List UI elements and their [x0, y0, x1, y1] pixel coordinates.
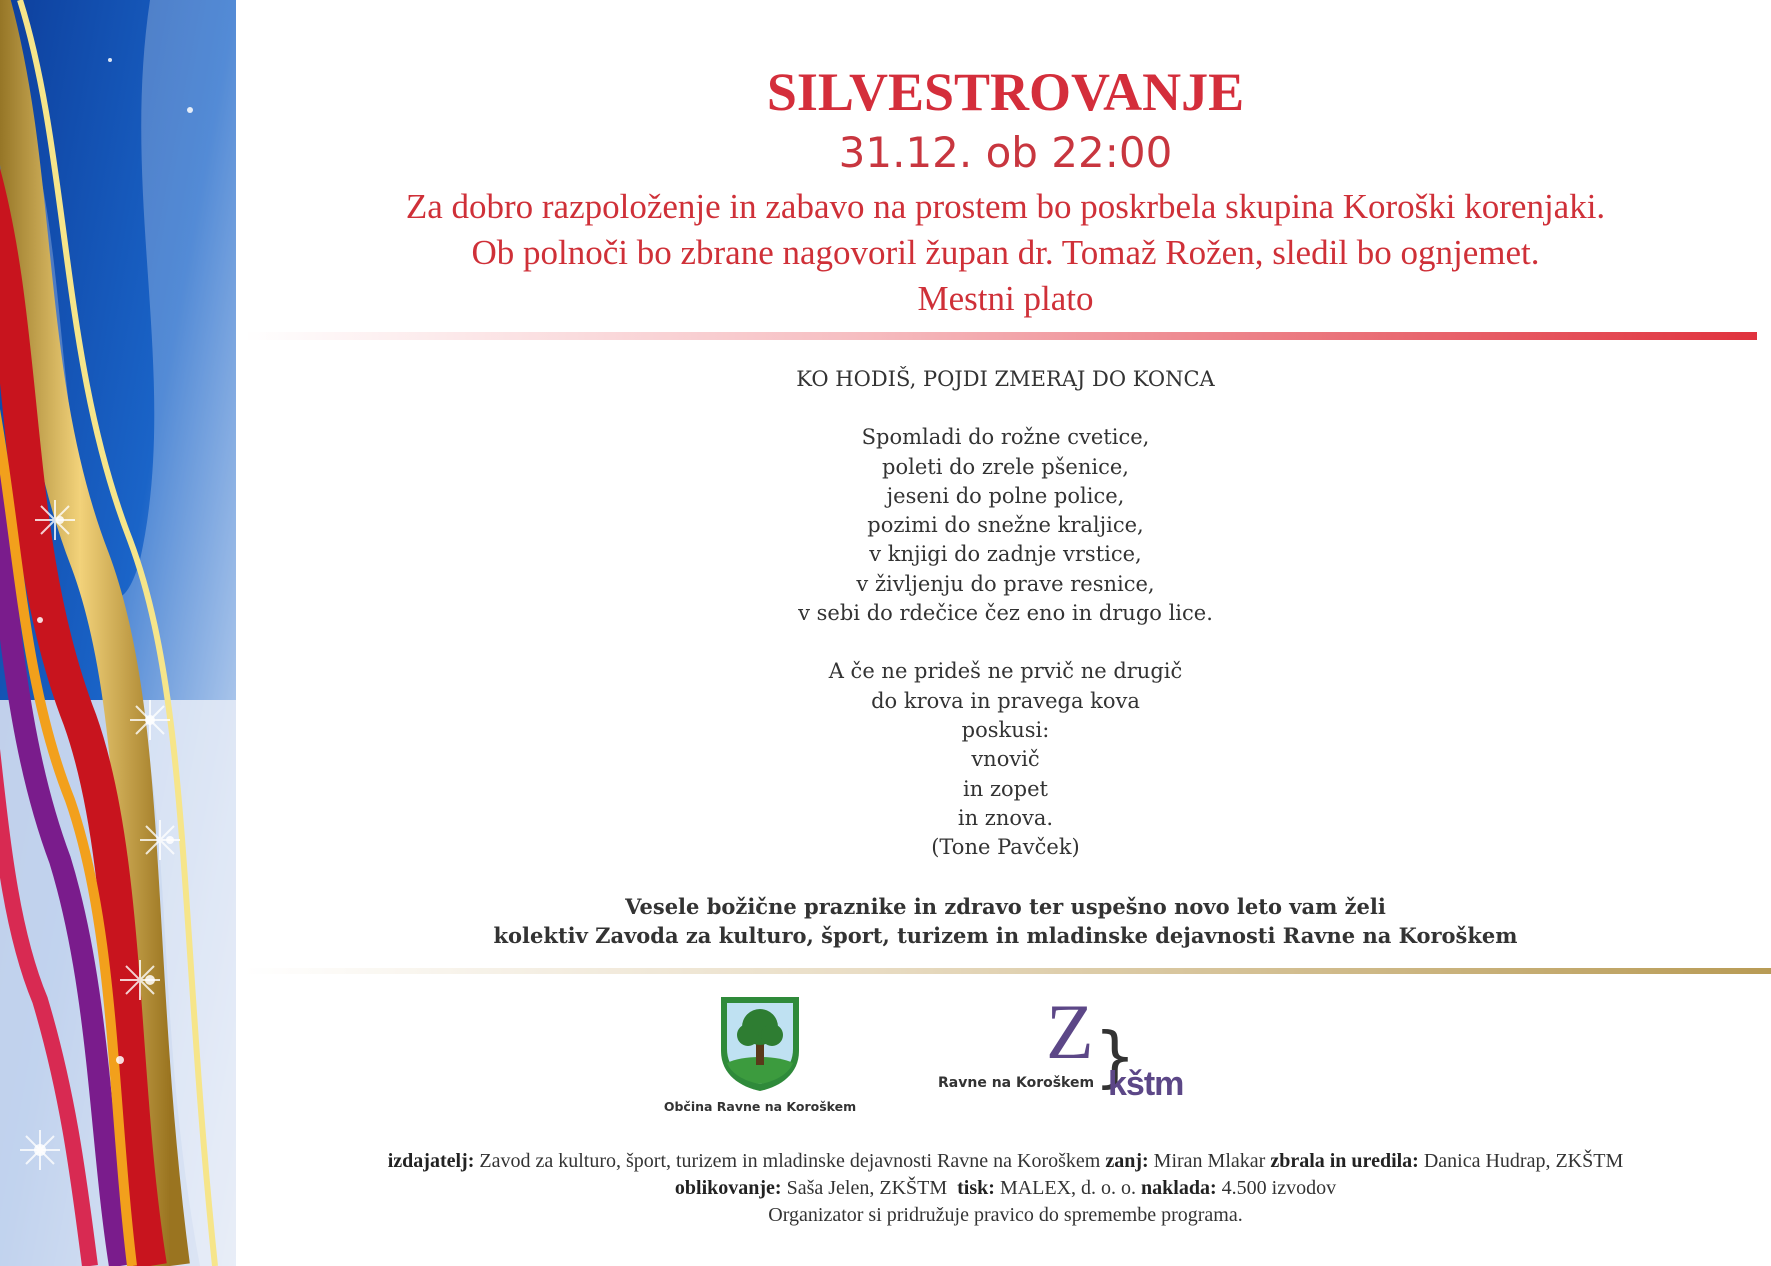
description-line: Za dobro razpoloženje in zabavo na prostem bo poskrbela skupina Koroški korenjaki.	[405, 187, 1606, 226]
imprint	[240, 1148, 1771, 1229]
poem-author: (Tone Pavček)	[931, 835, 1080, 860]
poem-line: in zopet	[963, 776, 1048, 801]
poem-line: poleti do zrele pšenice,	[882, 454, 1129, 479]
imprint-label: naklada:	[1141, 1177, 1217, 1199]
poem-line: v življenju do prave resnice,	[856, 571, 1155, 596]
poem-line: poskusi:	[961, 717, 1050, 742]
poem-line: v sebi do rdečice čez eno in drugo lice.	[798, 601, 1213, 626]
poem-line: do krova in pravega kova	[871, 688, 1140, 713]
poem-line: pozimi do snežne kraljice,	[867, 513, 1144, 538]
zkstm-logo	[938, 988, 1208, 1110]
imprint-value: Zavod za kulturo, šport, turizem in mladinske dejavnosti Ravne na Koroškem	[479, 1150, 1101, 1172]
imprint-value: Danica Hudrap, ZKŠTM	[1423, 1150, 1624, 1172]
zkstm-wordmark: kštm	[1108, 1065, 1184, 1103]
poem-line: v knjigi do zadnje vrstice,	[869, 542, 1142, 567]
imprint-label: oblikovanje:	[674, 1177, 782, 1199]
imprint-line-1	[240, 1148, 1771, 1175]
poem	[240, 365, 1771, 862]
poem-line: jeseni do polne police,	[886, 483, 1125, 508]
greeting-line: Vesele božične praznike in zdravo ter uspešno novo leto vam želi	[625, 894, 1386, 919]
poem-line: A če ne prideš ne prvič ne drugič	[828, 659, 1183, 684]
event-location: Mestni plato	[917, 279, 1094, 318]
gold-divider	[244, 968, 1771, 974]
imprint-value: Miran Mlakar	[1153, 1150, 1266, 1172]
event-description	[240, 184, 1771, 322]
obcina-logo	[660, 993, 860, 1123]
imprint-label: zanj:	[1105, 1150, 1149, 1172]
red-divider	[244, 332, 1757, 340]
imprint-value: 4.500 izvodov	[1221, 1177, 1337, 1199]
description-line: Ob polnoči bo zbrane nagovoril župan dr. Tomaž Rožen, sledil bo ognjemet.	[471, 233, 1540, 272]
obcina-label: Občina Ravne na Koroškem	[663, 1099, 857, 1114]
event-title: SILVESTROVANJE	[766, 62, 1245, 122]
zkstm-place-label: Ravne na Koroškem	[938, 1075, 1095, 1091]
imprint-value: MALEX, d. o. o.	[999, 1177, 1137, 1199]
zkstm-z-letter: Z	[1046, 988, 1094, 1075]
imprint-label: tisk:	[957, 1177, 995, 1199]
imprint-line-2	[240, 1175, 1771, 1202]
greeting	[240, 892, 1771, 950]
event-datetime: 31.12. ob 22:00	[838, 128, 1173, 177]
poem-stanza-1	[240, 423, 1771, 628]
poem-line: Spomladi do rožne cvetice,	[861, 425, 1150, 450]
poem-line: in znova.	[957, 805, 1054, 830]
poem-stanza-2	[240, 657, 1771, 862]
decorative-ribbon-panel	[0, 0, 236, 1266]
imprint-value: Saša Jelen, ZKŠTM	[786, 1177, 948, 1199]
greeting-line: kolektiv Zavoda za kulturo, šport, turizem in mladinske dejavnosti Ravne na Koroškem	[493, 923, 1518, 948]
poem-title: KO HODIŠ, POJDI ZMERAJ DO KONCA	[796, 367, 1215, 391]
poem-line: vnovič	[971, 747, 1040, 772]
zkstm-brace: }	[1094, 1018, 1136, 1095]
imprint-note: Organizator si pridružuje pravico do spremembe programa.	[768, 1204, 1243, 1226]
imprint-label: izdajatelj:	[387, 1150, 475, 1172]
imprint-label: zbrala in uredila:	[1270, 1150, 1419, 1172]
coat-of-arms-icon	[717, 993, 803, 1093]
